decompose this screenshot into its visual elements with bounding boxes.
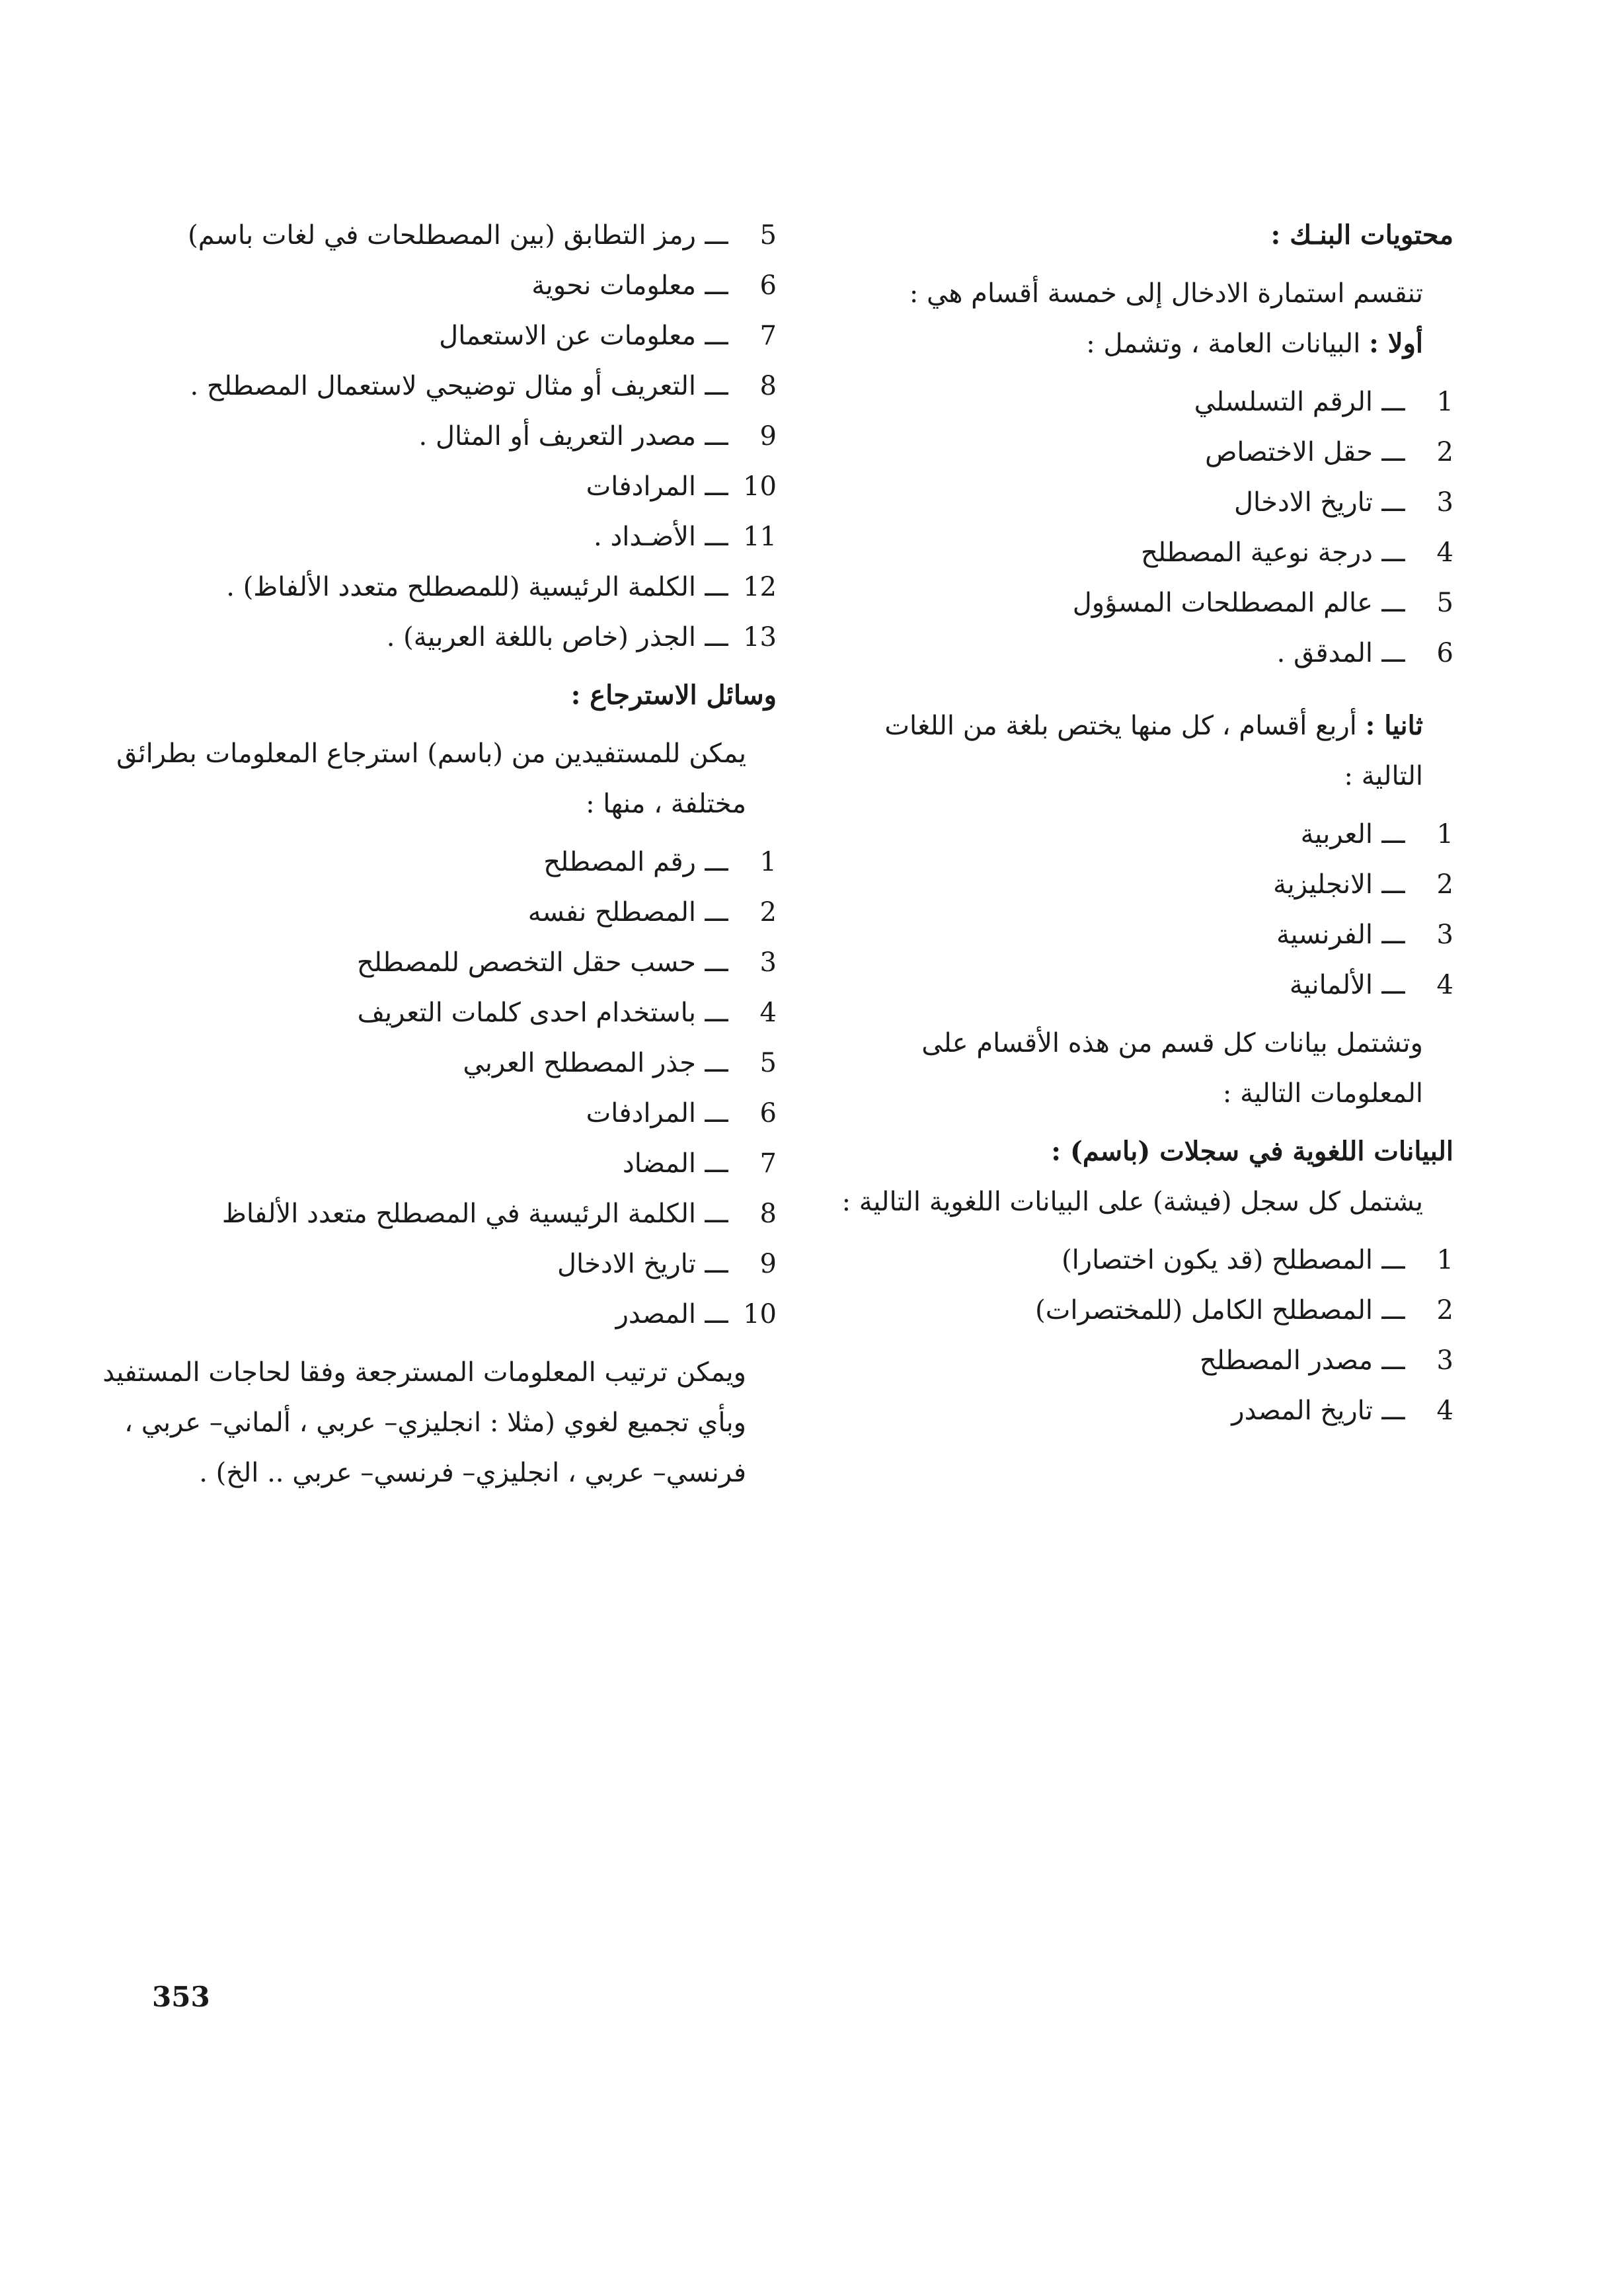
- right-column: [819, 210, 1453, 1436]
- list-item-text: المصطلح نفسه: [527, 897, 696, 928]
- second-section-paragraph: [819, 701, 1453, 801]
- list-item-text: باستخدام احدى كلمات التعريف: [357, 998, 696, 1028]
- list-item-text: تاريخ الادخال: [557, 1249, 696, 1279]
- list-item-dash: ـــ: [705, 1299, 728, 1329]
- list-item-dash: ـــ: [705, 847, 728, 877]
- list-item-text: تاريخ المصدر: [1231, 1396, 1373, 1426]
- list-item-text: المرادفات: [586, 471, 696, 502]
- list-item-text: الأضـداد .: [594, 522, 696, 552]
- list-item-dash: ـــ: [1381, 1345, 1405, 1376]
- list-item-dash: ـــ: [705, 622, 728, 653]
- list-item-number: 6: [759, 1098, 777, 1128]
- list-item-text: المدقق .: [1276, 638, 1373, 668]
- list-item-text: مصدر التعريف أو المثال .: [418, 421, 696, 452]
- first-section-line: [819, 319, 1453, 369]
- list-item-number: 5: [1436, 588, 1453, 618]
- list-item-number: 2: [759, 897, 777, 928]
- list-item-number: 5: [759, 220, 777, 251]
- list-item: [102, 1189, 777, 1239]
- second-section-lead: ثانيا :: [1365, 710, 1423, 741]
- list-item-number: 2: [1436, 1295, 1453, 1326]
- list-item-dash: ـــ: [1381, 970, 1405, 1000]
- list-item-dash: ـــ: [705, 421, 728, 452]
- list-item-dash: ـــ: [705, 220, 728, 251]
- list-item-number: 9: [759, 1249, 777, 1279]
- list-item-dash: ـــ: [705, 1098, 728, 1128]
- list-item: [819, 377, 1453, 427]
- list-item-text: الجذر (خاص باللغة العربية) .: [386, 622, 696, 653]
- list-item-text: عالم المصطلحات المسؤول: [1072, 588, 1373, 618]
- list-item-number: 6: [759, 270, 777, 301]
- list-item-dash: ـــ: [705, 321, 728, 351]
- section-heading-bank-contents: محتويات البنـك :: [1270, 219, 1453, 251]
- list-item: [102, 1038, 777, 1088]
- first-section-lead: أولا :: [1369, 328, 1423, 359]
- list-item-text: المضاد: [622, 1148, 696, 1179]
- list-item-dash: ـــ: [1381, 387, 1405, 417]
- list-item-dash: ـــ: [705, 572, 728, 602]
- list-item-dash: ـــ: [1381, 1245, 1405, 1275]
- list-item-text: المصطلح (قد يكون اختصارا): [1062, 1245, 1373, 1275]
- first-section-text: البيانات العامة ، وتشمل :: [1086, 329, 1361, 359]
- list-item-text: معلومات نحوية: [531, 270, 696, 301]
- list-item: [819, 859, 1453, 910]
- list-item-dash: ـــ: [705, 947, 728, 978]
- list-item: [102, 1088, 777, 1138]
- retrieval-paragraph: يمكن للمستفيدين من (باسم) استرجاع المعلومات بطرائق مختلفة ، منها :: [116, 738, 746, 819]
- list-item-dash: ـــ: [705, 1148, 728, 1179]
- list-item-number: 5: [759, 1048, 777, 1078]
- list-item-number: 13: [743, 622, 777, 653]
- list-item-text: حقل الاختصاص: [1205, 437, 1373, 467]
- list-item: [819, 1285, 1453, 1335]
- retrieval-heading: وسائل الاسترجاع :: [570, 680, 777, 711]
- list-item-dash: ـــ: [705, 998, 728, 1028]
- list-item-text: رمز التطابق (بين المصطلحات في لغات باسم): [188, 220, 696, 251]
- list-item-text: الألمانية: [1289, 970, 1373, 1000]
- list-item: [102, 1289, 777, 1339]
- list-item: [819, 1386, 1453, 1436]
- list-item-text: المصطلح الكامل (للمختصرات): [1035, 1295, 1373, 1326]
- list-item: [819, 628, 1453, 678]
- list-item-text: الكلمة الرئيسية في المصطلح متعدد الألفاظ: [221, 1199, 696, 1229]
- list-item-number: 1: [1436, 819, 1453, 850]
- list-item: [819, 1235, 1453, 1285]
- list-item-dash: ـــ: [1381, 1295, 1405, 1326]
- list-item-text: العربية: [1300, 819, 1373, 850]
- list-item-number: 1: [1436, 387, 1453, 417]
- list-item-text: الفرنسية: [1276, 920, 1373, 950]
- intro-paragraph: تنقسم استمارة الادخال إلى خمسة أقسام هي :: [909, 278, 1423, 309]
- list-item-text: معلومات عن الاستعمال: [439, 321, 696, 351]
- list-item-number: 6: [1436, 638, 1453, 668]
- list-item-dash: ـــ: [705, 522, 728, 552]
- list-item-text: تاريخ الادخال: [1233, 487, 1373, 518]
- list-item-number: 7: [759, 1148, 777, 1179]
- list-item-dash: ـــ: [705, 1249, 728, 1279]
- list-item-text: التعريف أو مثال توضيحي لاستعمال المصطلح .: [190, 371, 696, 401]
- list-item: [819, 528, 1453, 578]
- list-item-number: 3: [1436, 1345, 1453, 1376]
- list-item: [102, 1239, 777, 1289]
- list-item-number: 1: [759, 847, 777, 877]
- list-item-text: الرقم التسلسلي: [1194, 387, 1373, 417]
- record-paragraph: يشتمل كل سجل (فيشة) على البيانات اللغوية التالية :: [841, 1187, 1423, 1217]
- list-item: [102, 411, 777, 461]
- list-item-text: مصدر المصطلح: [1199, 1345, 1373, 1376]
- list-item-number: 7: [759, 321, 777, 351]
- list-item: [819, 809, 1453, 859]
- list-item-text: رقم المصطلح: [543, 847, 696, 877]
- list-item: [102, 887, 777, 937]
- list-item-number: 4: [1436, 537, 1453, 568]
- linguistic-data-heading: البيانات اللغوية في سجلات (باسم) :: [1051, 1136, 1453, 1167]
- record-fields-continued-list: [102, 210, 777, 662]
- list-item: [819, 910, 1453, 960]
- list-item-dash: ـــ: [1381, 537, 1405, 568]
- list-item-number: 4: [1436, 1396, 1453, 1426]
- list-item-text: الكلمة الرئيسية (للمصطلح متعدد الألفاظ) .: [226, 572, 696, 602]
- list-item-number: 11: [743, 522, 777, 552]
- list-item: [102, 260, 777, 311]
- page-number: 353: [152, 1981, 210, 2013]
- list-item-number: 3: [1436, 487, 1453, 518]
- list-item-number: 3: [1436, 920, 1453, 950]
- list-item-number: 9: [759, 421, 777, 452]
- list-item-text: المصدر: [615, 1299, 696, 1329]
- list-item-number: 8: [759, 371, 777, 401]
- list-item-dash: ـــ: [1381, 638, 1405, 668]
- list-item-text: جذر المصطلح العربي: [463, 1048, 696, 1078]
- list-item: [102, 311, 777, 361]
- list-item-dash: ـــ: [1381, 437, 1405, 467]
- general-data-list: [819, 377, 1453, 678]
- retrieval-methods-list: [102, 837, 777, 1339]
- list-item-dash: ـــ: [705, 1048, 728, 1078]
- closing-paragraph: ويمكن ترتيب المعلومات المسترجعة وفقا لحاجات المستفيد وبأي تجميع لغوي (مثلا : انجليزي– عربي ، ألماني– عربي ، فرنسي– عربي ، انجليزي– فرنسي– عربي .. الخ) .: [102, 1357, 746, 1488]
- languages-list: [819, 809, 1453, 1010]
- list-item-dash: ـــ: [705, 371, 728, 401]
- list-item-number: 3: [759, 947, 777, 978]
- list-item-number: 4: [1436, 970, 1453, 1000]
- list-item-text: المرادفات: [586, 1098, 696, 1128]
- list-item: [102, 612, 777, 662]
- list-item-number: 2: [1436, 437, 1453, 467]
- list-item: [819, 960, 1453, 1010]
- list-item: [102, 210, 777, 260]
- list-item-dash: ـــ: [705, 471, 728, 502]
- list-item: [102, 562, 777, 612]
- list-item-dash: ـــ: [1381, 869, 1405, 900]
- list-item: [102, 1138, 777, 1189]
- list-item-number: 2: [1436, 869, 1453, 900]
- list-item-number: 8: [759, 1199, 777, 1229]
- left-column: [102, 210, 777, 1498]
- list-item-number: 4: [759, 998, 777, 1028]
- list-item-text: حسب حقل التخصص للمصطلح: [356, 947, 696, 978]
- list-item-dash: ـــ: [1381, 819, 1405, 850]
- list-item: [102, 988, 777, 1038]
- list-item: [102, 837, 777, 887]
- list-item-dash: ـــ: [1381, 920, 1405, 950]
- list-item-text: الانجليزية: [1273, 869, 1373, 900]
- list-item: [819, 1335, 1453, 1386]
- list-item: [819, 578, 1453, 628]
- list-item-number: 10: [743, 1299, 777, 1329]
- list-item-dash: ـــ: [705, 270, 728, 301]
- list-item-dash: ـــ: [1381, 487, 1405, 518]
- list-item-dash: ـــ: [705, 897, 728, 928]
- list-item-number: 12: [743, 572, 777, 602]
- list-item: [102, 512, 777, 562]
- list-item-text: درجة نوعية المصطلح: [1141, 537, 1373, 568]
- list-item-number: 1: [1436, 1245, 1453, 1275]
- list-item: [102, 937, 777, 988]
- list-item: [819, 427, 1453, 477]
- list-item-dash: ـــ: [705, 1199, 728, 1229]
- list-item-number: 10: [743, 471, 777, 502]
- info-paragraph: وتشتمل بيانات كل قسم من هذه الأقسام على المعلومات التالية :: [921, 1028, 1423, 1109]
- list-item: [102, 361, 777, 411]
- list-item-dash: ـــ: [1381, 1396, 1405, 1426]
- list-item-dash: ـــ: [1381, 588, 1405, 618]
- record-fields-list: [819, 1235, 1453, 1436]
- second-section-text: أربع أقسام ، كل منها يختص بلغة من اللغات التالية :: [884, 711, 1423, 791]
- list-item: [102, 461, 777, 512]
- list-item: [819, 477, 1453, 528]
